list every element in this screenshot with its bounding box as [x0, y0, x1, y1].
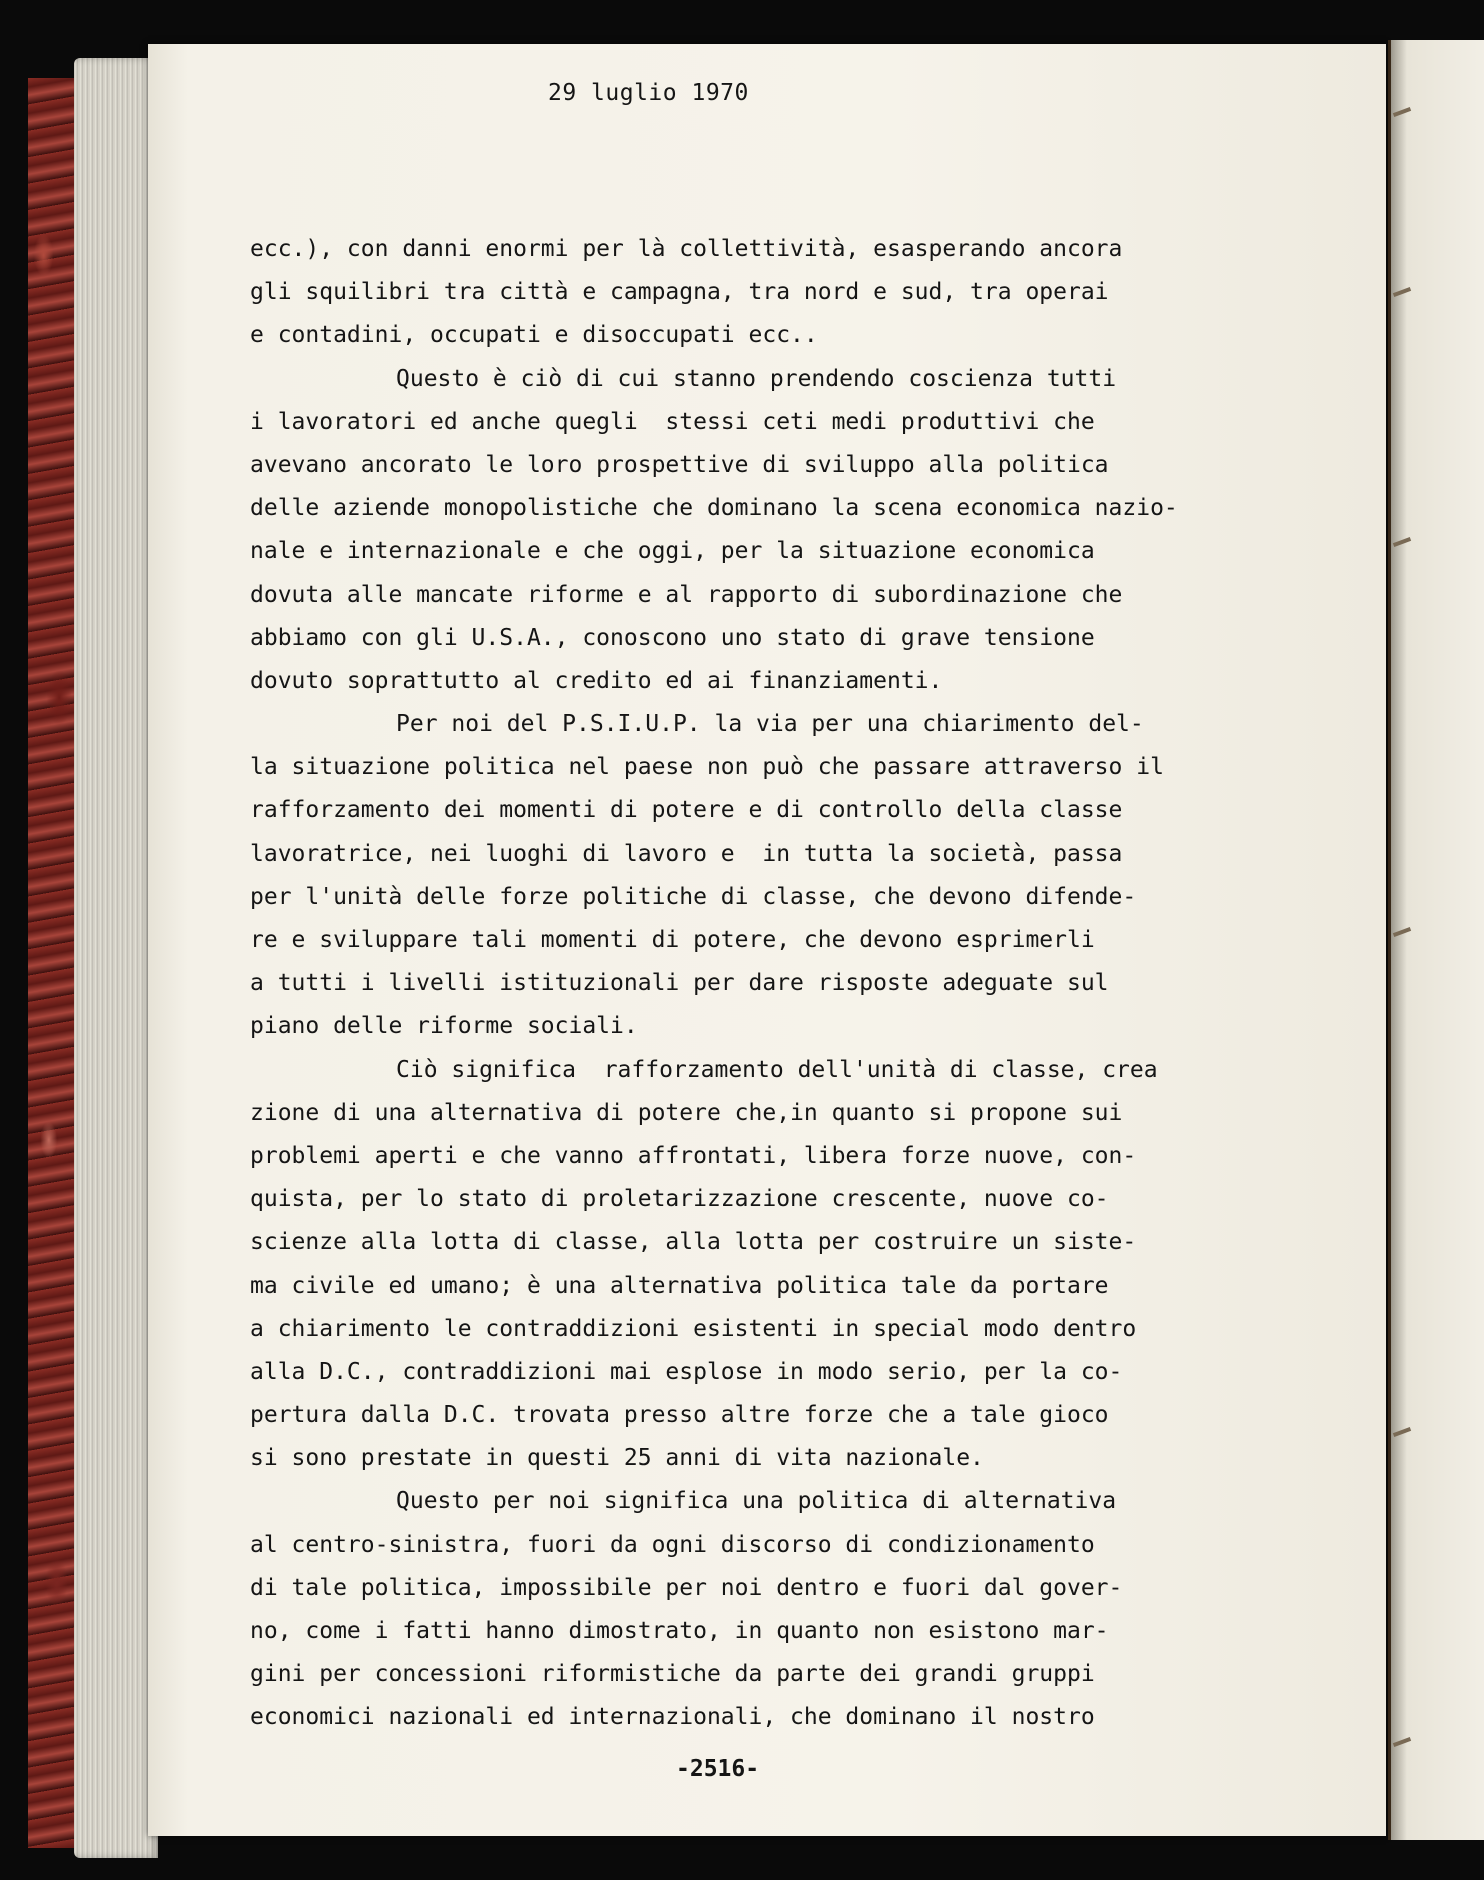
text-line: abbiamo con gli U.S.A., conoscono uno stato di grave tensione [250, 624, 1095, 651]
text-line: nale e internazionale e che oggi, per la situazione economica [250, 538, 1095, 565]
text-line: di tale politica, impossibile per noi dentro e fuori dal gover- [250, 1574, 1123, 1601]
text-line: lavoratrice, nei luoghi di lavoro e in tutta la società, passa [250, 840, 1123, 867]
text-line: Per noi del P.S.I.U.P. la via per una chiarimento del- [396, 711, 1144, 738]
text-line: rafforzamento dei momenti di potere e di controllo della classe [250, 797, 1123, 824]
page-number: -2516- [676, 1756, 760, 1782]
text-line: re e sviluppare tali momenti di potere, che devono esprimerli [250, 927, 1095, 953]
text-line: piano delle riforme sociali. [250, 1013, 638, 1040]
text-line: i lavoratori ed anche quegli stessi ceti medi produttivi che [250, 408, 1095, 435]
text-line: al centro-sinistra, fuori da ogni discorso di condizionamento [250, 1531, 1095, 1558]
text-line: delle aziende monopolistiche che dominano la scena economica nazio- [250, 495, 1178, 522]
text-line: alla D.C., contraddizioni mai esplose in modo serio, per la co- [250, 1358, 1123, 1385]
text-line: pertura dalla D.C. trovata presso altre forze che a tale gioco [250, 1402, 1109, 1429]
binding-tick [1393, 1427, 1411, 1437]
text-line: per l'unità delle forze politiche di classe, che devono difende- [250, 883, 1137, 910]
text-line: e contadini, occupati e disoccupati ecc.. [250, 322, 818, 349]
page-stack-edge [74, 58, 158, 1858]
text-line: gli squilibri tra città e campagna, tra nord e sud, tra operai [250, 279, 1109, 306]
text-line: ma civile ed umano; è una alternativa politica tale da portare [250, 1272, 1109, 1299]
text-line: Questo è ciò di cui stanno prendendo coscienza tutti [396, 365, 1117, 392]
binding-tick [1393, 107, 1411, 117]
text-line: Questo per noi significa una politica di alternativa [396, 1488, 1117, 1515]
binding-tick [1393, 1737, 1411, 1747]
adjacent-page-sliver [1388, 40, 1484, 1840]
body-text [250, 228, 1250, 1740]
binding-tick [1393, 927, 1411, 937]
text-line: dovuto soprattutto al credito ed ai finanziamenti. [250, 667, 943, 694]
text-line: zione di una alternativa di potere che,in quanto si propone sui [250, 1099, 1123, 1126]
text-line: gini per concessioni riformistiche da parte dei grandi gruppi [250, 1661, 1095, 1688]
text-line: problemi aperti e che vanno affrontati, libera forze nuove, con- [250, 1142, 1137, 1169]
text-line: la situazione politica nel paese non può che passare attraverso il [250, 754, 1164, 781]
text-line: ecc.), con danni enormi per là collettività, esasperando ancora [250, 236, 1123, 262]
text-line: a chiarimento le contraddizioni esistenti in special modo dentro [250, 1315, 1137, 1342]
text-line: a tutti i livelli istituzionali per dare risposte adeguate sul [250, 970, 1109, 997]
page-header-date: 29 luglio 1970 [548, 80, 749, 106]
binding-tick [1393, 287, 1411, 297]
text-line: si sono prestate in questi 25 anni di vita nazionale. [250, 1445, 984, 1472]
text-line: dovuta alle mancate riforme e al rapporto di subordinazione che [250, 581, 1123, 608]
text-line: economici nazionali ed internazionali, che dominano il nostro [250, 1704, 1095, 1731]
text-line: scienze alla lotta di classe, alla lotta per costruire un siste- [250, 1229, 1137, 1256]
text-line: quista, per lo stato di proletarizzazione crescente, nuove co- [250, 1186, 1109, 1213]
binding-tick [1393, 537, 1411, 547]
text-line: avevano ancorato le loro prospettive di sviluppo alla politica [250, 451, 1109, 478]
text-line: Ciò significa rafforzamento dell'unità di classe, crea [396, 1056, 1158, 1083]
text-line: no, come i fatti hanno dimostrato, in quanto non esistono mar- [250, 1618, 1109, 1644]
